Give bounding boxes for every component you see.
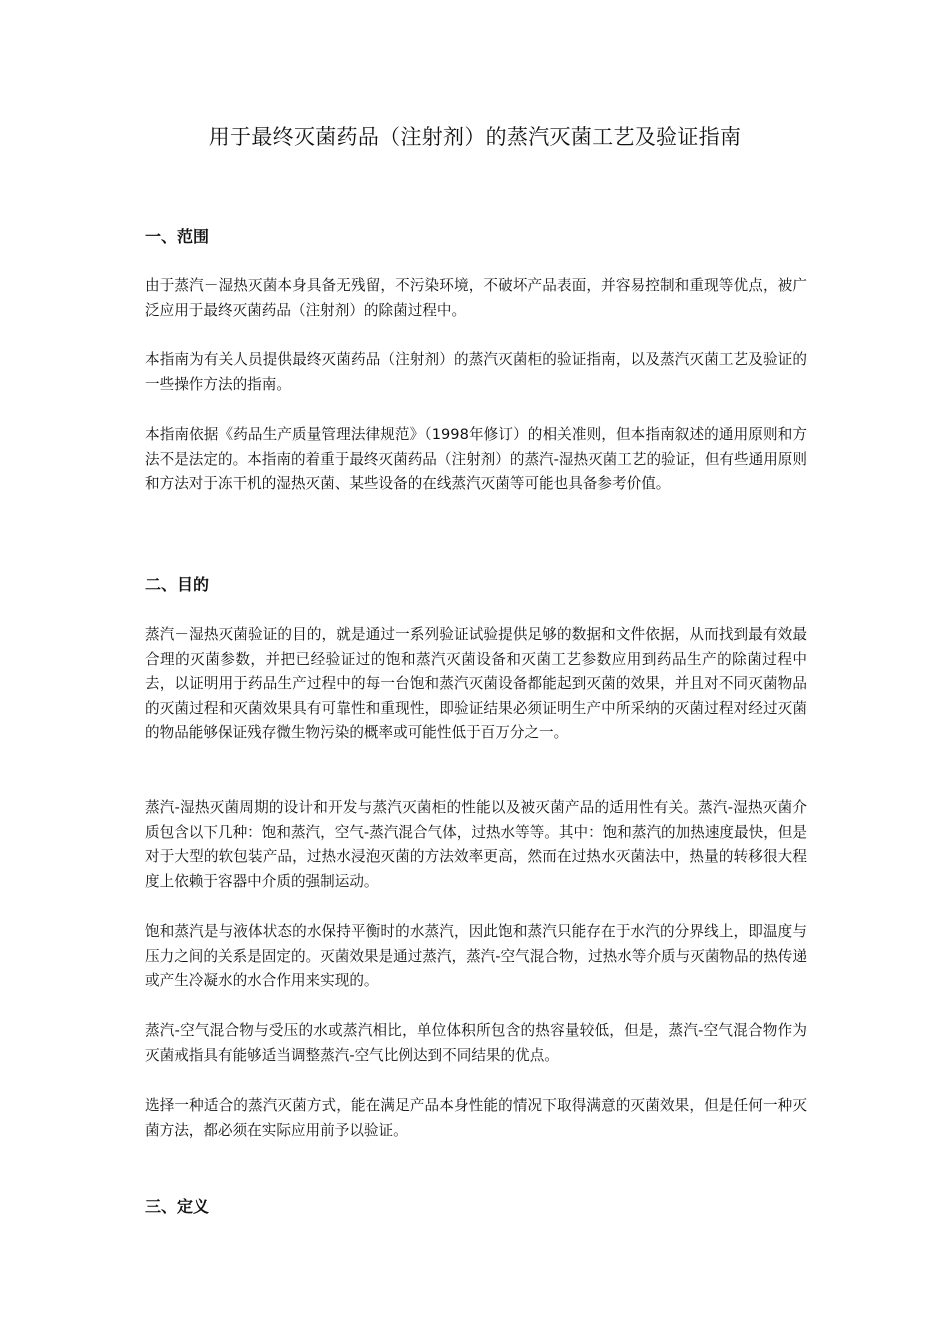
document-title: 用于最终灭菌药品（注射剂）的蒸汽灭菌工艺及验证指南	[208, 125, 742, 149]
paragraph: 选择一种适合的蒸汽灭菌方式，能在满足产品本身性能的情况下取得满意的灭菌效果，但是任何一种灭菌方法，都必须在实际应用前予以验证。	[145, 1097, 807, 1139]
paragraph: 蒸汽－湿热灭菌验证的目的，就是通过一系列验证试验提供足够的数据和文件依据，从而找到最有效最合理的灭菌参数，并把已经验证过的饱和蒸汽灭菌设备和灭菌工艺参数应用到药品生产的除菌过程中去，以证明用于药品生产过程中的每一台饱和蒸汽灭菌设备都能起到灭菌的效果，并且对不同灭菌物品的灭菌过程和灭菌效果具有可靠性和重现性，即验证结果必须证明生产中所采纳的灭菌过程对经过灭菌的物品能够保证残存微生物污染的概率或可能性低于百万分之一。	[145, 626, 807, 742]
paragraph: 由于蒸汽－湿热灭菌本身具备无残留，不污染环境，不破坏产品表面，并容易控制和重现等优点，被广泛应用于最终灭菌药品（注射剂）的除菌过程中。	[145, 277, 807, 319]
paragraph: 本指南依据《药品生产质量管理法律规范》（1998年修订）的相关准则，但本指南叙述的通用原则和方法不是法定的。本指南的着重于最终灭菌药品（注射剂）的蒸汽-湿热灭菌工艺的验证，但有些通用原则和方法对于冻干机的湿热灭菌、某些设备的在线蒸汽灭菌等可能也具备参考价值。	[145, 426, 807, 493]
section-heading-definitions: 三、定义	[145, 1197, 210, 1216]
paragraph: 本指南为有关人员提供最终灭菌药品（注射剂）的蒸汽灭菌柜的验证指南，以及蒸汽灭菌工艺及验证的一些操作方法的指南。	[145, 351, 807, 393]
paragraph: 蒸汽-湿热灭菌周期的设计和开发与蒸汽灭菌柜的性能以及被灭菌产品的适用性有关。蒸汽-湿热灭菌介质包含以下几种：饱和蒸汽，空气-蒸汽混合气体，过热水等等。其中：饱和蒸汽的加热速度最快，但是对于大型的软包装产品，过热水浸泡灭菌的方法效率更高，然而在过热水灭菌法中，热量的转移很大程度上依赖于容器中介质的强制运动。	[145, 799, 807, 890]
paragraph: 蒸汽-空气混合物与受压的水或蒸汽相比，单位体积所包含的热容量较低，但是，蒸汽-空气混合物作为灭菌戒指具有能够适当调整蒸汽-空气比例达到不同结果的优点。	[145, 1022, 807, 1064]
paragraph: 饱和蒸汽是与液体状态的水保持平衡时的水蒸汽，因此饱和蒸汽只能存在于水汽的分界线上，即温度与压力之间的关系是固定的。灭菌效果是通过蒸汽，蒸汽-空气混合物，过热水等介质与灭菌物品的热传递或产生冷凝水的水合作用来实现的。	[145, 923, 807, 990]
section-heading-purpose: 二、目的	[145, 575, 210, 594]
section-heading-scope: 一、范围	[145, 227, 210, 246]
